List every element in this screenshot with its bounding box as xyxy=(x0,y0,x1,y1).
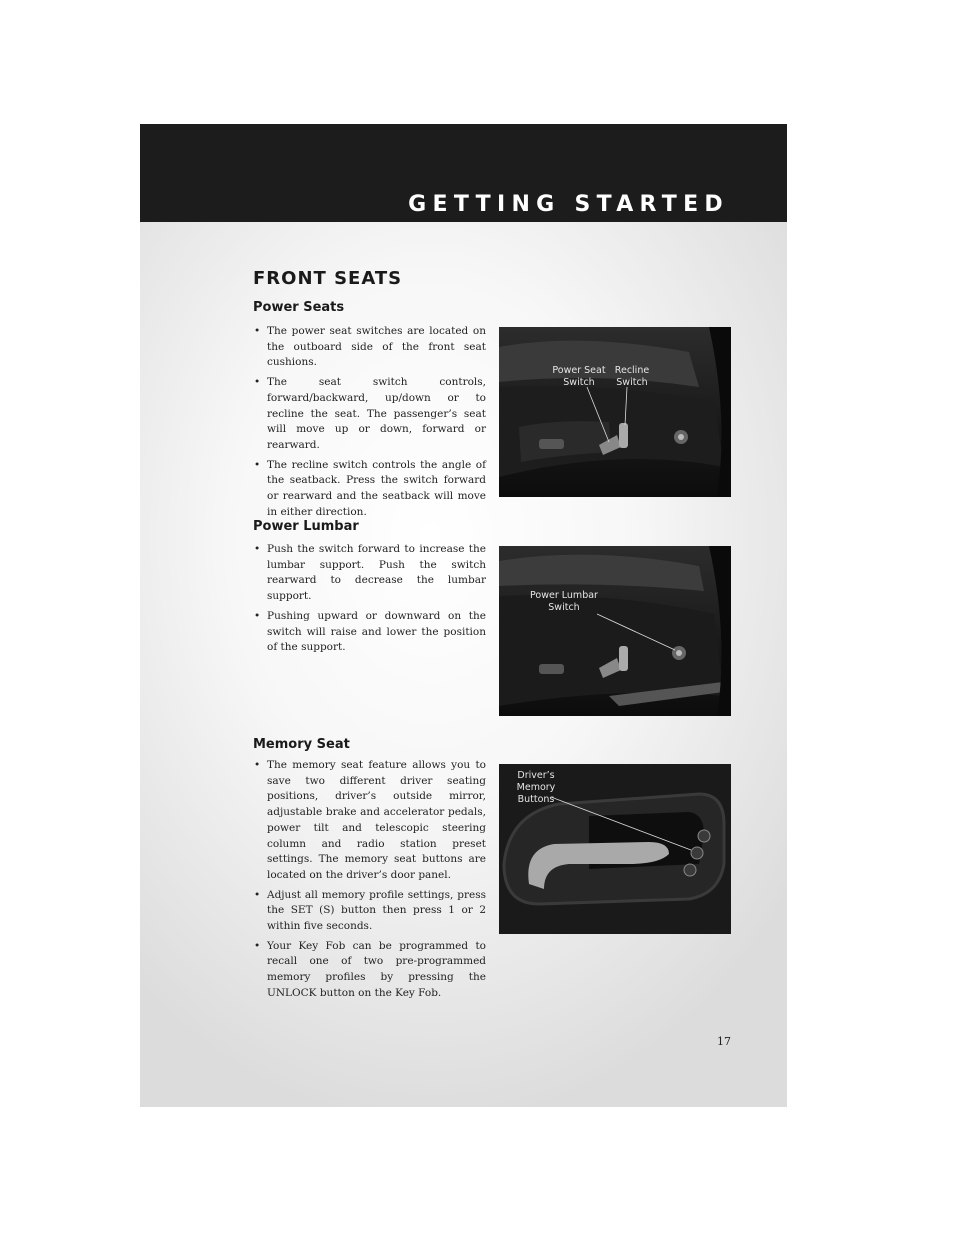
power-lumbar-photo xyxy=(499,546,731,716)
power-seats-heading: Power Seats xyxy=(253,300,345,315)
power-seats-list xyxy=(253,324,486,524)
header-band xyxy=(140,124,787,222)
power-lumbar-list xyxy=(253,542,486,660)
list-item: • The memory seat feature allows you to save two different driver seating positions, driver’s outside mirror, adjustable brake and accelerator pedals, power tilt and telescopic steering column and radio station preset settings. The memory seat buttons are located on the driver’s door panel. xyxy=(253,758,486,884)
list-item: • Push the switch forward to increase the lumbar support. Push the switch rearward to decrease the lumbar support. xyxy=(253,542,486,605)
manual-page xyxy=(140,124,787,1107)
list-item: • The power seat switches are located on the outboard side of the front seat cushions. xyxy=(253,324,486,371)
memory-buttons-label: Driver’s Memory Buttons xyxy=(516,770,556,805)
header-title: GETTING STARTED xyxy=(408,192,729,217)
power-seat-switch-label: Power Seat Switch xyxy=(552,365,606,388)
power-lumbar-image xyxy=(499,546,731,716)
list-item: • Adjust all memory profile settings, press the SET (S) button then press 1 or 2 within five seconds. xyxy=(253,888,486,935)
power-lumbar-heading: Power Lumbar xyxy=(253,519,359,534)
list-item: • Pushing upward or downward on the switch will raise and lower the position of the support. xyxy=(253,609,486,656)
list-item: • The recline switch controls the angle of the seatback. Press the switch forward or rearward and the seatback will move in either direction. xyxy=(253,458,486,521)
recline-switch-label: Recline Switch xyxy=(614,365,650,388)
page-number: 17 xyxy=(717,1035,731,1048)
section-title: FRONT SEATS xyxy=(253,268,403,289)
memory-seat-list xyxy=(253,758,486,1006)
memory-seat-heading: Memory Seat xyxy=(253,737,350,752)
power-seat-image xyxy=(499,327,731,497)
memory-seat-photo xyxy=(499,764,731,934)
power-seat-photo xyxy=(499,327,731,497)
power-lumbar-switch-label: Power Lumbar Switch xyxy=(530,590,598,613)
list-item: • Your Key Fob can be programmed to recall one of two pre-programmed memory profiles by pressing the UNLOCK button on the Key Fob. xyxy=(253,939,486,1002)
list-item: • The seat switch controls, forward/backward, up/down or to recline the seat. The passenger’s seat will move up or down, forward or rearward. xyxy=(253,375,486,454)
